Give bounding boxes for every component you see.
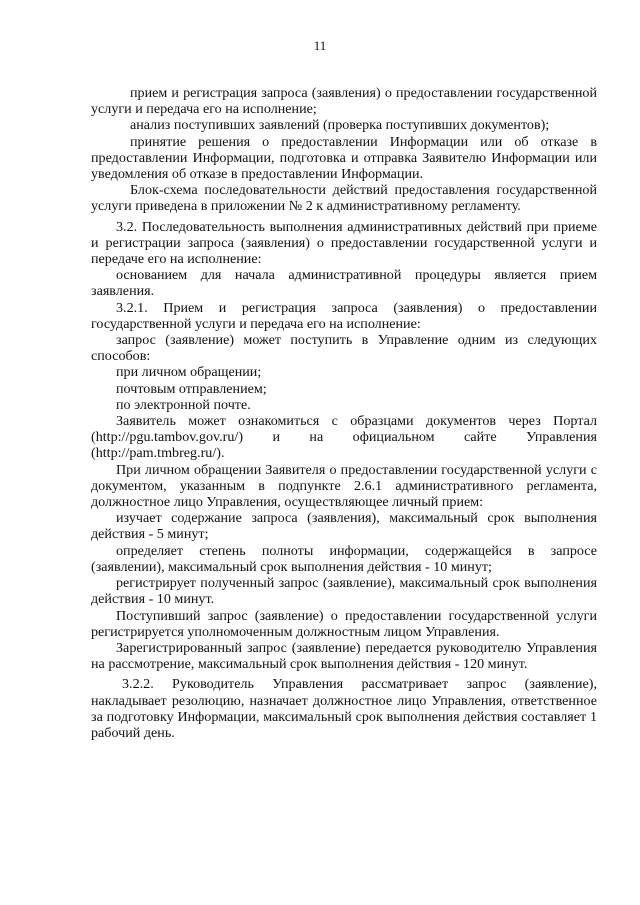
paragraph: анализ поступивших заявлений (проверка поступивших документов);	[130, 117, 550, 134]
subsection-paragraph: 3.2.2. Руководитель Управления рассматривает запрос (заявление), накладывает резолюцию, назначает должностное лицо Управления, ответственное за подготовку Информации, максимальный срок выполнения действия составляет 1 рабочий день.	[91, 676, 597, 741]
section-heading-paragraph: 3.2. Последовательность выполнения административных действий при приеме и регистрации запроса (заявления) о предоставлении государственной услуги и передаче его на исполнение:	[91, 218, 597, 268]
paragraph: Поступивший запрос (заявление) о предоставлении государственной услуги регистрируется уполномоченным должностным лицом Управления.	[91, 607, 597, 640]
list-item: изучает содержание запроса (заявления), максимальный срок выполнения действия - 5 минут;	[91, 510, 597, 543]
page-number: 11	[313, 38, 327, 53]
paragraph: основанием для начала административной процедуры является прием заявления.	[91, 267, 597, 300]
list-item: почтовым отправлением;	[116, 380, 267, 397]
list-item: по электронной почте.	[116, 396, 251, 413]
document-body	[91, 85, 597, 741]
subsection-paragraph: 3.2.1. Прием и регистрация запроса (заявления) о предоставлении государственной услуги и передача его на исполнение:	[91, 299, 597, 332]
paragraph: При личном обращении Заявителя о предоставлении государственной услуги с документом, указанным в подпункте 2.6.1 административного регламента, должностное лицо Управления, осуществляющее личный прием:	[91, 461, 597, 511]
paragraph: Блок-схема последовательности действий предоставления государственной услуги приведена в приложении № 2 к административному регламенту.	[91, 182, 597, 215]
paragraph: Заявитель может ознакомиться с образцами документов через Портал (http://pgu.tambov.gov.ru/) и на официальном сайте Управления (http://pam.tmbreg.ru/).	[91, 413, 597, 462]
paragraph: прием и регистрация запроса (заявления) о предоставлении государственной услуги и передача его на исполнение;	[91, 85, 597, 118]
paragraph: запрос (заявление) может поступить в Управление одним из следующих способов:	[91, 332, 597, 365]
list-item: регистрирует полученный запрос (заявление), максимальный срок выполнения действия - 10 минут.	[91, 575, 597, 608]
paragraph: принятие решения о предоставлении Информации или об отказе в предоставлении Информации, подготовка и отправка Заявителю Информации или уведомления об отказе в предоставлении Информации.	[91, 133, 597, 183]
paragraph: Зарегистрированный запрос (заявление) передается руководителю Управления на рассмотрение, максимальный срок выполнения действия - 120 минут.	[91, 639, 597, 673]
list-item: при личном обращении;	[116, 364, 262, 381]
list-item: определяет степень полноты информации, содержащейся в запросе (заявлении), максимальный срок выполнения действия - 10 минут;	[91, 542, 597, 575]
